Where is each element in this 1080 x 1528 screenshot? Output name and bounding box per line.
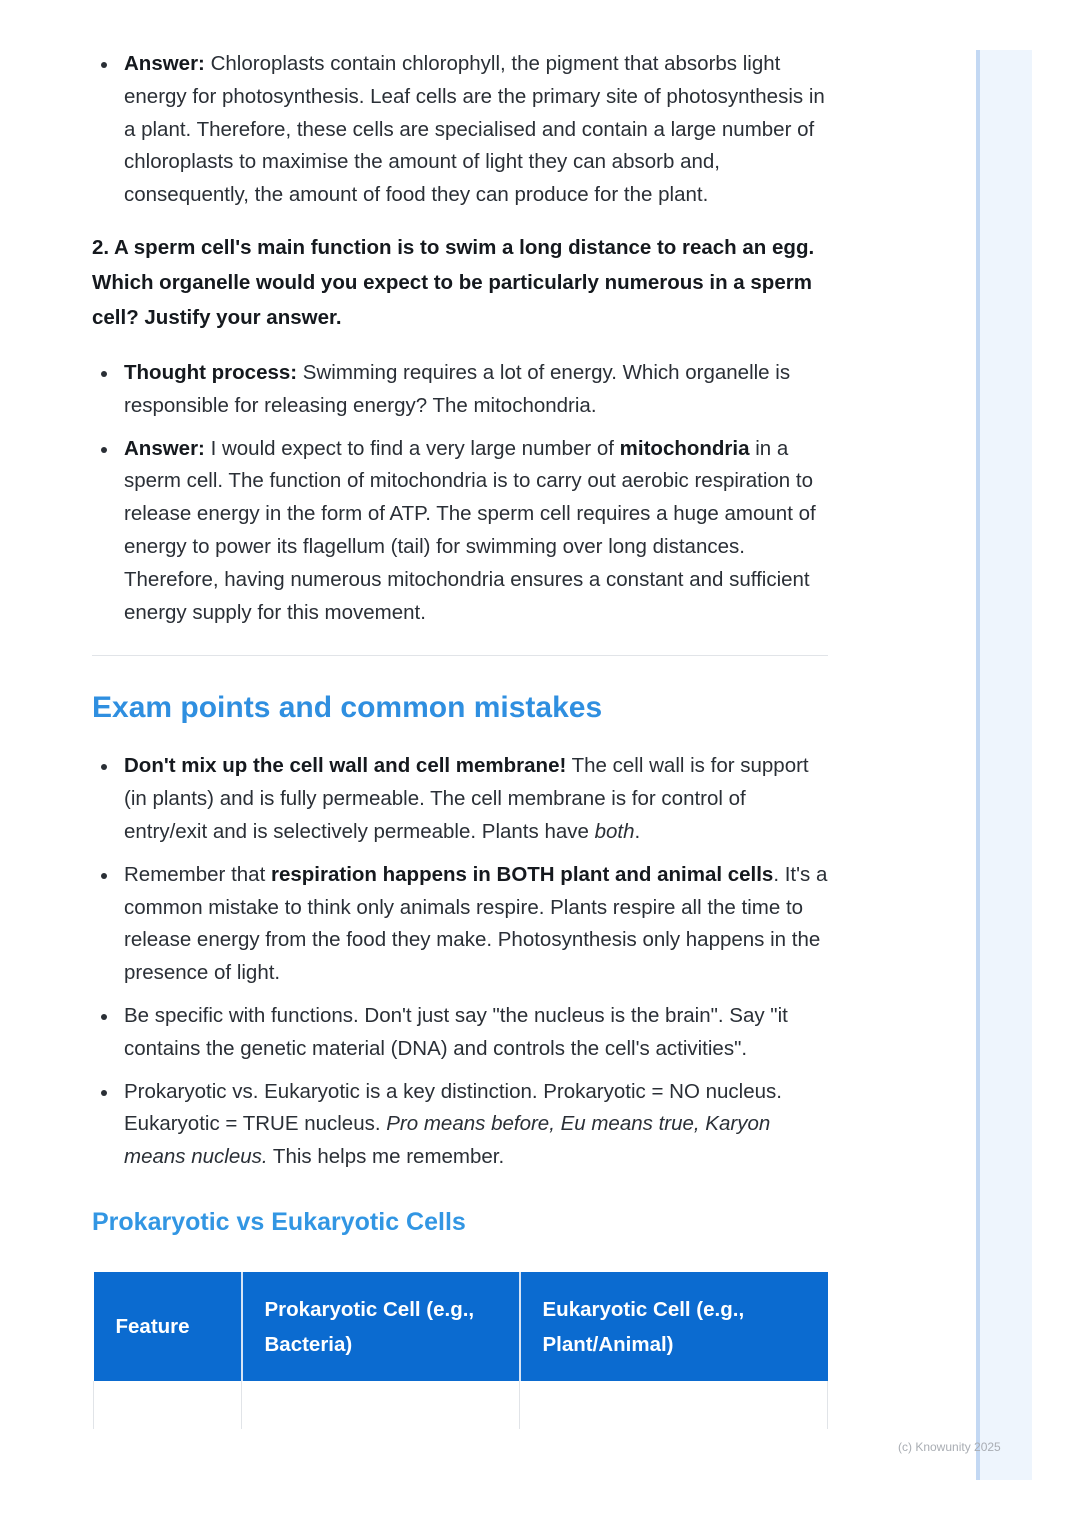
- q2-answer-bold: mitochondria: [619, 436, 750, 460]
- table-cell: [94, 1381, 242, 1429]
- q2-answer: [92, 433, 828, 630]
- table-cell: [242, 1381, 520, 1429]
- table-heading: Prokaryotic vs Eukaryotic Cells: [92, 1207, 466, 1236]
- exam-point-4-pre: Prokaryotic vs. Eukaryotic is a key distinction. Prokaryotic = NO nucleus. Eukaryotic = TRUE nucleus.: [124, 1079, 782, 1136]
- side-panel: [976, 50, 1032, 1480]
- exam-point-1-italic: both: [594, 819, 635, 843]
- q1-answer: [92, 48, 828, 212]
- q2-list: [92, 357, 828, 629]
- exam-point-4-italic: Pro means before, Eu means true, Karyon means nucleus.: [124, 1112, 771, 1169]
- table-header-row: [94, 1272, 828, 1381]
- section-divider: [92, 655, 828, 656]
- copyright-footer: (c) Knowunity 2025: [898, 1440, 1001, 1454]
- table-cell: [520, 1381, 828, 1429]
- exam-point-1-text: The cell wall is for support (in plants) and is fully permeable. The cell membrane is for control of entry/exit and is selectively permeable. Plants have: [124, 754, 809, 843]
- q2-answer-post: in a sperm cell. The function of mitochondria is to carry out aerobic respiration to release energy in the form of ATP. The sperm cell requires a huge amount of energy to power its flagellum (tail) for swimming over long distances. Therefore, having numerous mitochondria ensures a constant and sufficient energy supply for this movement.: [124, 436, 816, 624]
- exam-point-2-post: . It's a common mistake to think only animals respire. Plants respire all the time to release energy from the food they make. Photosynthesis only happens in the presence of light.: [124, 862, 828, 985]
- exam-point-3: [92, 1000, 828, 1066]
- q1-answer-label: Answer:: [124, 52, 205, 75]
- exam-points-heading: Exam points and common mistakes: [92, 691, 603, 725]
- document-content: [92, 48, 828, 1429]
- exam-point-3-text: Be specific with functions. Don't just say "the nucleus is the brain". Say "it contains the genetic material (DNA) and controls the cell's activities".: [124, 1003, 788, 1060]
- q2-thought-label: Thought process:: [124, 360, 298, 384]
- exam-point-2-bold: respiration happens in BOTH plant and animal cells: [270, 862, 774, 886]
- exam-point-2-pre: Remember that: [124, 862, 271, 886]
- table-header-eukaryotic: Eukaryotic Cell (e.g., Plant/Animal): [520, 1272, 828, 1381]
- exam-point-1: [92, 750, 828, 848]
- table-header-prokaryotic: Prokaryotic Cell (e.g., Bacteria): [242, 1272, 520, 1381]
- q1-answer-text: Chloroplasts contain chlorophyll, the pigment that absorbs light energy for photosynthesis. Leaf cells are the primary site of photosynthesis in a plant. Therefore, these cells are specialised and contain a large number of chloroplasts to maximise the amount of light they can absorb and, consequently, the amount of food they can produce for the plant.: [124, 52, 825, 207]
- question-2: 2. A sperm cell's main function is to swim a long distance to reach an egg. Which organelle would you expect to be particularly numerous in a sperm cell? Justify your answer.: [92, 235, 815, 329]
- q1-answer-list: [92, 48, 828, 212]
- exam-point-2: [92, 859, 828, 990]
- table-header-feature: Feature: [94, 1272, 242, 1381]
- q2-answer-label: Answer:: [124, 436, 205, 460]
- exam-point-4: [92, 1076, 828, 1174]
- exam-points-list: [92, 750, 828, 1174]
- comparison-table: [93, 1272, 828, 1429]
- exam-point-1-end: .: [634, 819, 641, 843]
- exam-point-1-bold: Don't mix up the cell wall and cell membrane!: [124, 754, 567, 778]
- table-row: [94, 1381, 828, 1429]
- q2-thought-text: Swimming requires a lot of energy. Which organelle is responsible for releasing energy? The mitochondria.: [124, 360, 791, 417]
- q2-answer-pre: I would expect to find a very large number of: [204, 436, 620, 460]
- q2-thought-process: [92, 357, 828, 423]
- exam-point-4-post: This helps me remember.: [267, 1145, 505, 1169]
